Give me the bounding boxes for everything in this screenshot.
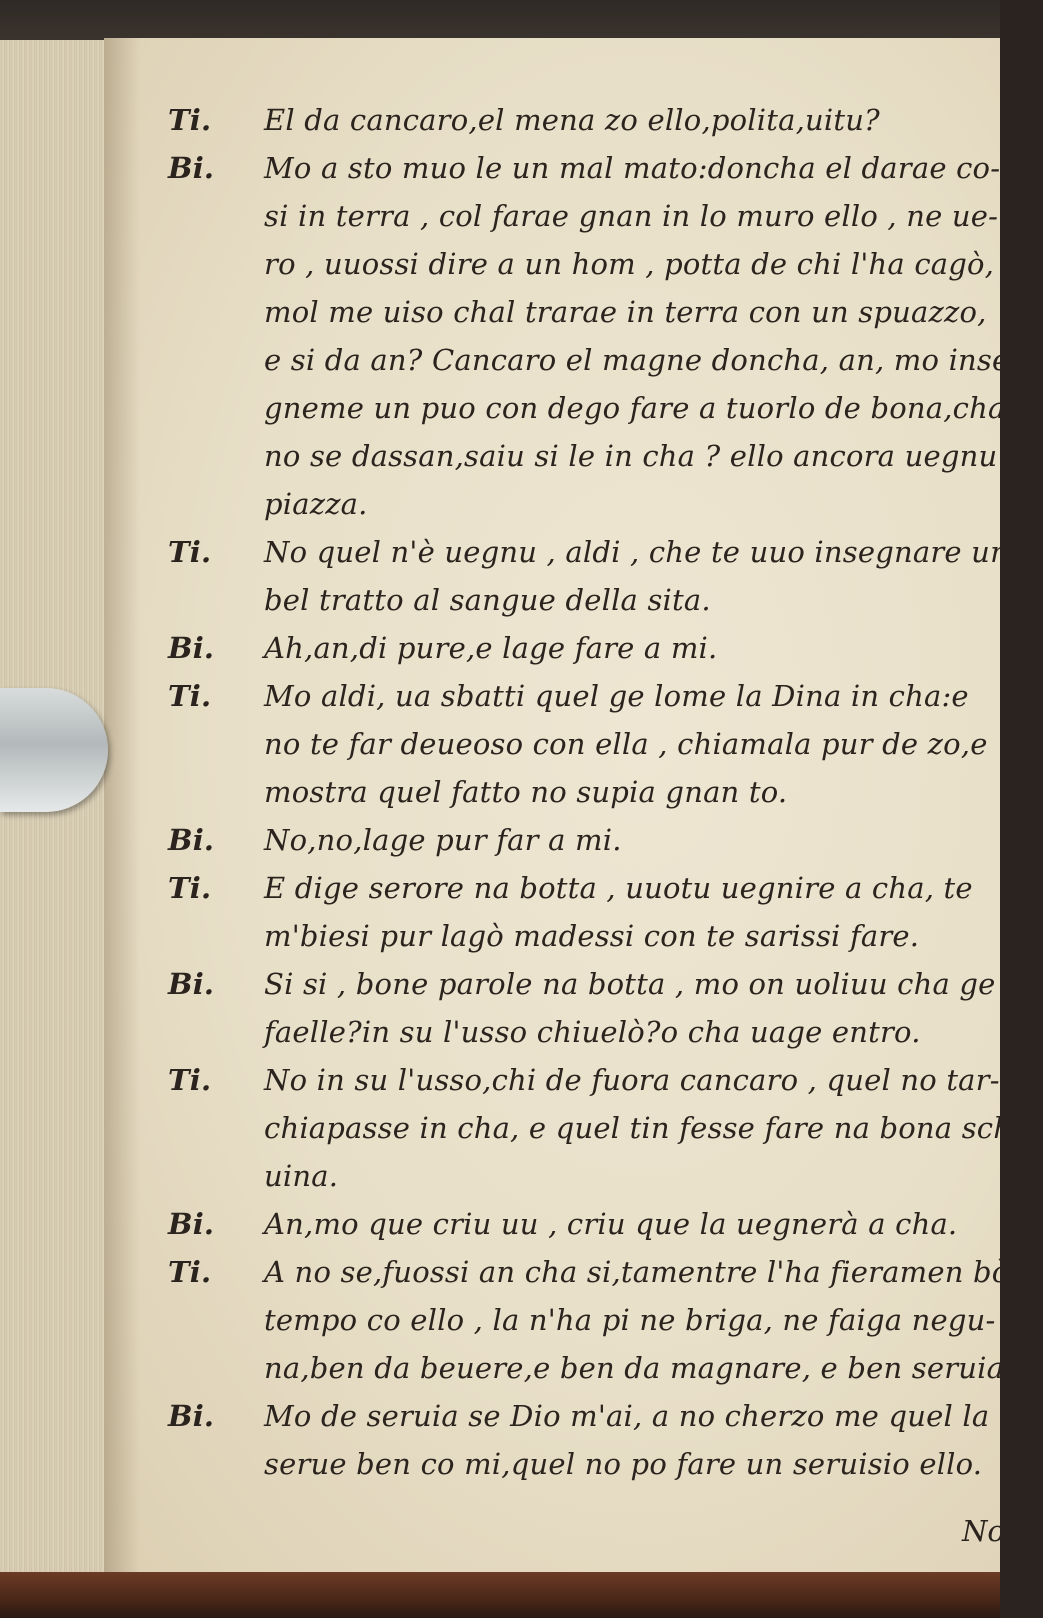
speaker-label: Ti.	[168, 103, 212, 137]
dialogue-line	[168, 144, 1001, 192]
dialogue-line	[168, 528, 1009, 576]
dialogue-text	[168, 96, 1043, 1488]
speaker-label: Bi.	[168, 823, 215, 857]
line-text: serue ben co mi,quel no po fare un seruisio ello.	[264, 1447, 983, 1481]
line-text: na,ben da beuere,e ben da magnare, e ben seruia.	[264, 1351, 1014, 1385]
line-text: Ah,an,di pure,e lage fare a mi.	[264, 631, 718, 665]
dialogue-line	[168, 576, 998, 624]
dialogue-line	[168, 1056, 998, 1104]
line-text: no te far deueoso con ella , chiamala pur de zo,e	[264, 727, 988, 761]
line-text: No quel n'è uegnu , aldi , che te uuo insegnare un	[264, 535, 1009, 569]
dialogue-line	[168, 1344, 1014, 1392]
speaker-label: Bi.	[168, 967, 215, 1001]
line-text: E dige serore na botta , uuotu uegnire a cha, te	[264, 871, 973, 905]
dialogue-line	[168, 1008, 998, 1056]
catchword: No	[962, 1514, 1005, 1548]
speaker-label: Ti.	[168, 679, 212, 713]
line-text: chiapasse in cha, e quel tin fesse fare na bona schia	[264, 1111, 1040, 1145]
line-text: faelle?in su l'usso chiuelò?o cha uage entro.	[264, 1015, 921, 1049]
dialogue-line	[168, 192, 998, 240]
line-text: Mo a sto muo le un mal mato:doncha el darae co-	[264, 151, 1001, 185]
dialogue-line	[168, 432, 1043, 480]
speaker-label: Bi.	[168, 1207, 215, 1241]
speaker-label: Bi.	[168, 631, 215, 665]
line-text: si in terra , col farae gnan in lo muro ello , ne ue-	[264, 199, 999, 233]
book-cover-edge	[0, 1572, 1000, 1618]
line-text: bel tratto al sangue della sita.	[264, 583, 711, 617]
line-text: An,mo que criu uu , criu que la uegnerà a cha.	[264, 1207, 958, 1241]
line-text: m'biesi pur lagò madessi con te sarissi fare.	[264, 919, 920, 953]
line-text: gneme un puo con dego fare a tuorlo de bona,cha	[264, 391, 1006, 425]
dialogue-line	[168, 96, 998, 144]
dialogue-line	[168, 816, 998, 864]
dialogue-line	[168, 288, 998, 336]
line-text: no se dassan,saiu si le in cha ? ello ancora uegnu de	[264, 439, 1043, 473]
dialogue-line	[168, 1200, 998, 1248]
dialogue-line	[168, 480, 998, 528]
dialogue-line	[168, 768, 998, 816]
speaker-label: Bi.	[168, 1399, 215, 1433]
dialogue-line	[168, 912, 998, 960]
dialogue-line	[168, 1296, 998, 1344]
line-text: ro , uuossi dire a un hom , potta de chi l'ha cagò,	[264, 247, 995, 281]
speaker-label: Ti.	[168, 1255, 212, 1289]
speaker-label: Ti.	[168, 871, 212, 905]
dialogue-line	[168, 336, 1020, 384]
line-text: Mo de seruia se Dio m'ai, a no cherzo me quel la	[264, 1399, 990, 1433]
line-text: tempo co ello , la n'ha pi ne briga, ne faiga negu-	[264, 1303, 996, 1337]
speaker-label: Ti.	[168, 535, 212, 569]
dialogue-line	[168, 1152, 998, 1200]
dialogue-line	[168, 1392, 998, 1440]
dialogue-line	[168, 1248, 1010, 1296]
dialogue-line	[168, 1104, 1040, 1152]
line-text: Si si , bone parole na botta , mo on uoliuu cha ge	[264, 967, 996, 1001]
line-text: mol me uiso chal trarae in terra con un spuazzo,	[264, 295, 987, 329]
line-text: No,no,lage pur far a mi.	[264, 823, 622, 857]
line-text: Mo aldi, ua sbatti quel ge lome la Dina in cha:e	[264, 679, 969, 713]
dialogue-line	[168, 624, 998, 672]
dialogue-line	[168, 384, 1006, 432]
dialogue-line	[168, 240, 998, 288]
dialogue-line	[168, 720, 998, 768]
dialogue-line	[168, 1440, 998, 1488]
line-text: El da cancaro,el mena zo ello,polita,uitu?	[264, 103, 880, 137]
speaker-label: Ti.	[168, 1063, 212, 1097]
line-text: piazza.	[264, 487, 368, 521]
line-text: No in su l'usso,chi de fuora cancaro , quel no tar-	[264, 1063, 1000, 1097]
line-text: mostra quel fatto no supia gnan to.	[264, 775, 788, 809]
dialogue-line	[168, 672, 998, 720]
line-text: A no se,fuossi an cha si,tamentre l'ha fieramen bò	[264, 1255, 1010, 1289]
line-text: e si da an? Cancaro el magne doncha, an, mo inse-	[264, 343, 1020, 377]
dialogue-line	[168, 960, 998, 1008]
line-text: uina.	[264, 1159, 339, 1193]
gutter-shadow	[104, 38, 140, 1576]
top-background	[0, 0, 1000, 40]
speaker-label: Bi.	[168, 151, 215, 185]
dialogue-line	[168, 864, 998, 912]
